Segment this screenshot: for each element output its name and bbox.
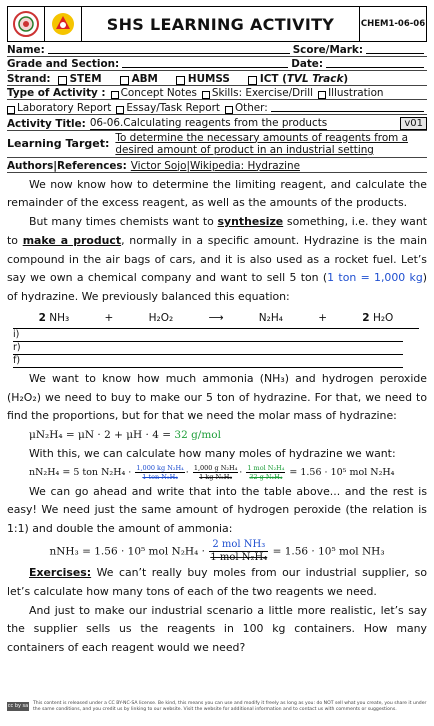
paragraph-1: We now know how to determine the limiting reagent, and calculate the remainder of the excess reagent, as well as the amounts of the products.	[7, 177, 427, 210]
activity-title-row	[7, 115, 427, 131]
deped-logo-icon	[45, 7, 82, 41]
concept-label: Concept Notes	[120, 87, 197, 99]
authors-row	[7, 158, 427, 173]
stem-label: STEM	[69, 72, 102, 85]
essay-label: Essay/Task Report	[126, 101, 220, 114]
table-row-initial[interactable]: i)	[13, 329, 403, 342]
version-badge: v01	[400, 117, 427, 130]
date-field[interactable]	[326, 67, 424, 68]
cc-license-icon[interactable]: cc by sa	[7, 702, 29, 711]
ammonia-calculation: nNH₃ = 1.56 · 10⁵ mol N₂H₄ · $\frac{\text{2 mol NH₃}}{\text{1 mol N₂H₄}}$ = 1.56 · 10⁵ mol NH₃	[49, 539, 385, 564]
content	[7, 176, 427, 659]
lab-checkbox[interactable]	[7, 106, 15, 114]
meta-block	[7, 42, 427, 173]
illustration-checkbox[interactable]	[318, 91, 326, 99]
reaction-arrow-icon: ⟶	[208, 312, 224, 325]
abm-checkbox[interactable]	[120, 76, 129, 85]
paragraph-7: And just to make our industrial scenario a little more realistic, let’s say the supplier sells us the reagents in 100 kg containers. How many containers of each reagent would we need?	[7, 603, 427, 655]
name-row	[7, 42, 427, 57]
exercises-label: Exercises:	[29, 566, 92, 580]
exercises-paragraph: Exercises: We can’t really buy moles from our industrial supplier, so let’s calculate how many tons of each of the two reagents we need.	[7, 566, 427, 598]
table-row-final[interactable]: f)	[13, 355, 403, 368]
author-separator: |	[186, 159, 190, 172]
activity-title-value: 06-06.Calculating reagents from the products	[89, 116, 328, 129]
lab-label: Laboratory Report	[17, 101, 112, 114]
license-text: This content is released under a CC BY-NC-SA license. Be kind, this means you can use and modify it freely as long as you: do NOT sell what you create, you share it under the same conditions, and you credit us by linking to our website. Visit the website for additional information and to contact us with comments or suggestions.	[33, 701, 427, 712]
score-field[interactable]	[366, 53, 424, 54]
page-title: SHS LEARNING ACTIVITY	[82, 7, 360, 41]
stem-checkbox[interactable]	[58, 76, 67, 85]
molar-mass-equation: μN₂H₄ = μN · 2 + μH · 4 = 32 g/mol	[29, 429, 221, 442]
name-field[interactable]	[48, 53, 290, 54]
learning-target-value: To determine the necessary amounts of reagents from a desired amount of product in an industrial setting	[115, 131, 408, 156]
strand-row	[7, 71, 427, 86]
humss-label: HUMSS	[187, 72, 230, 85]
authors-label: Authors|References:	[7, 159, 127, 172]
illustration-label: Illustration	[328, 87, 384, 99]
learning-target-row	[7, 131, 427, 158]
paragraph-5: We can go ahead and write that into the table above... and the rest is easy! We need just the same amount of hydrogen peroxide (the relation is 1:1) and double the amount of ammonia:	[7, 484, 427, 536]
author-victor-sojo[interactable]: Victor Sojo	[130, 159, 187, 172]
other-checkbox[interactable]	[225, 106, 233, 114]
strand-label: Strand:	[7, 72, 51, 85]
grade-label: Grade and Section:	[7, 58, 120, 70]
worksheet	[7, 6, 427, 712]
school-seal-icon	[8, 7, 45, 41]
concept-checkbox[interactable]	[111, 91, 119, 99]
paragraph-3: We want to know how much ammonia (NH₃) and hydrogen peroxide (H₂O₂) we need to buy to make our 5 ton of hydrazine. For that, we need to find the proportions, but for that we need the molar mass of hydrazine:	[7, 371, 427, 423]
essay-checkbox[interactable]	[116, 106, 124, 114]
table-row-reacted[interactable]: r)	[13, 342, 403, 355]
ict-label: ICT (TVL Track)	[259, 72, 349, 85]
type-row	[7, 86, 427, 101]
paragraph-4: With this, we can calculate how many moles of hydrazine we want:	[29, 447, 396, 461]
module-code: CHEM1-06-06	[360, 19, 426, 29]
moles-calculation: nN₂H₄ = 5 ton N₂H₄ · $\frac{\text{1,000 kg N₂H₄}}{\text{1 ton N₂H₄}}$ · $\frac{\text{1,000 g N₂H₄}}{\text{1 kg N₂H₄}}$ · $\frac{\text{1 mol N₂H₄}}{\text{32 g N₂H₄}}$ = 1.56 · 10⁵ mol N₂H₄	[29, 463, 395, 481]
name-label: Name:	[7, 43, 45, 56]
header	[7, 6, 427, 42]
type-label: Type of Activity :	[7, 87, 106, 99]
skills-label: Skills: Exercise/Drill	[211, 87, 314, 99]
reaction-table	[13, 309, 427, 368]
abm-label: ABM	[131, 72, 158, 85]
balanced-equation: 2 NH₃ + H₂O₂ ⟶ N₂H₄ + 2 H₂O	[13, 309, 419, 329]
skills-checkbox[interactable]	[202, 91, 210, 99]
type-row-2	[7, 100, 427, 115]
humss-checkbox[interactable]	[176, 76, 185, 85]
activity-title-label: Activity Title:	[7, 117, 86, 130]
grade-field[interactable]	[122, 67, 288, 68]
paragraph-2: But many times chemists want to synthesize something, i.e. they want to make a product, normally in a specific amount. Hydrazine is the main compound in the air bags of cars, and it is also used as a rocket fuel. Let’s say we own a chemical company and want to sell 5 ton (1 ton = 1,000 kg) of hydrazine. We previously balanced this equation:	[7, 215, 428, 304]
reference-wikipedia[interactable]: Wikipedia: Hydrazine	[189, 159, 300, 172]
score-label: Score/Mark:	[292, 43, 363, 56]
other-field[interactable]	[271, 111, 424, 112]
ict-checkbox[interactable]	[248, 76, 257, 85]
grade-row	[7, 57, 427, 72]
other-label: Other:	[234, 101, 268, 114]
license-footer	[7, 701, 427, 712]
date-label: Date:	[291, 58, 323, 70]
learning-target-label: Learning Target:	[7, 137, 110, 150]
